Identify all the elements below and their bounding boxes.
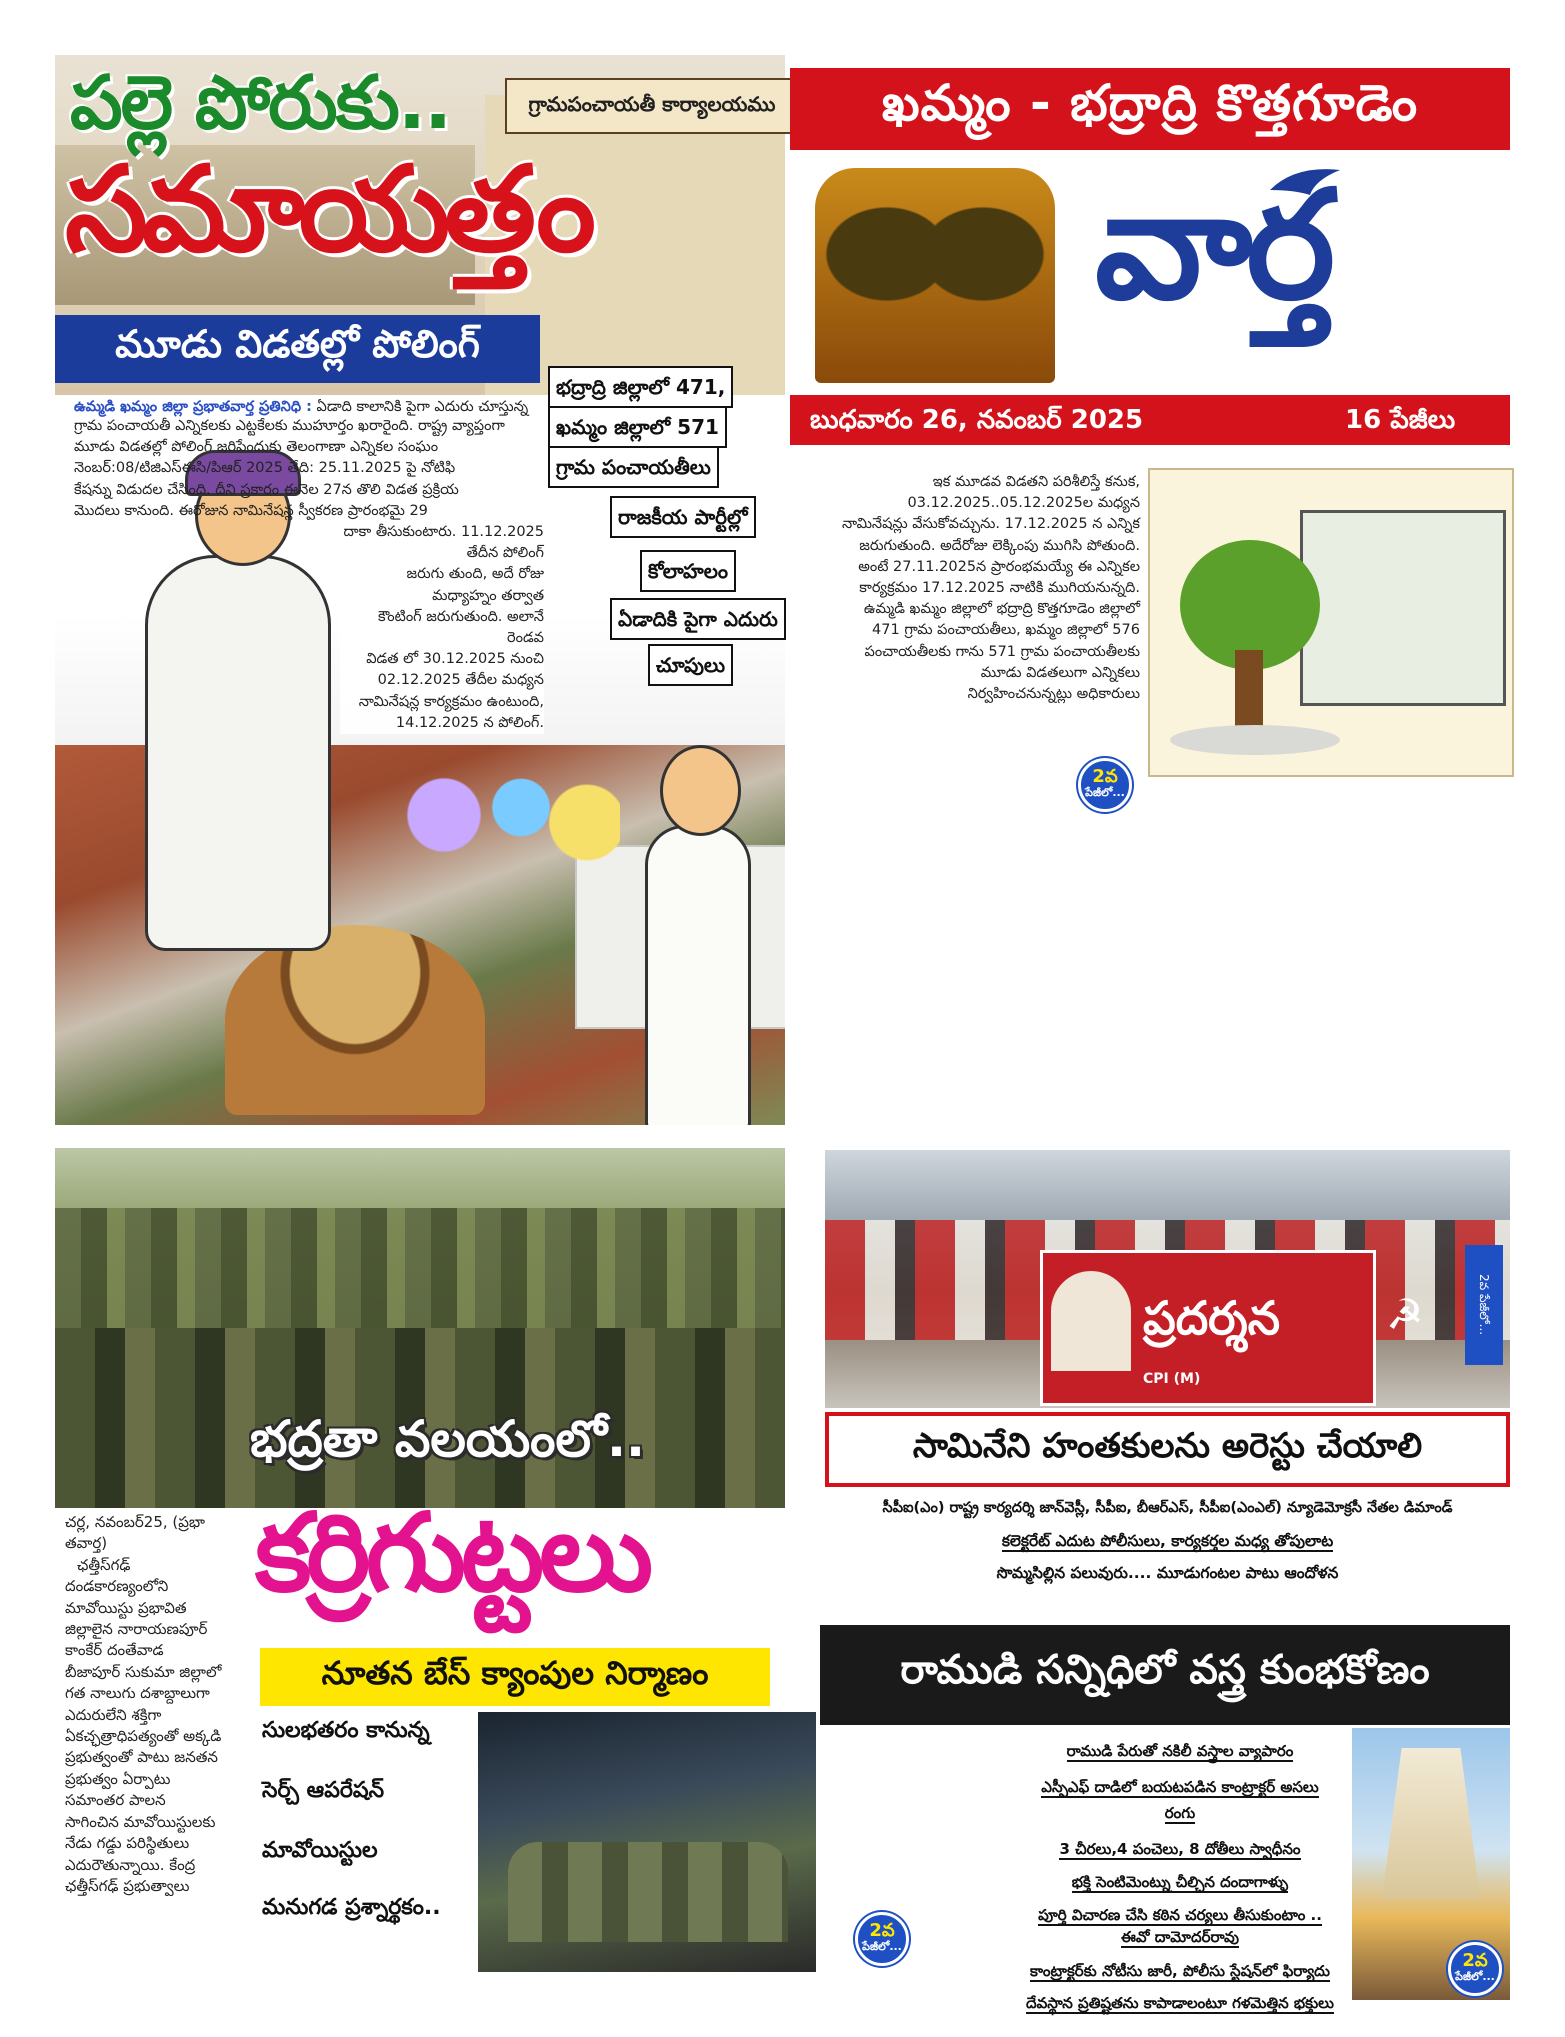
- top-story-kicker: పల్లె పోరుకు..: [70, 60, 451, 146]
- scam-line: [1010, 1804, 1350, 1826]
- top-story-right-column: [790, 472, 1140, 705]
- body-line: నేడు గడ్డు పరిస్థితులు: [65, 1834, 190, 1853]
- scam-line: [1010, 1928, 1350, 1950]
- badge-label: పేజీలో...: [862, 1940, 902, 1953]
- camp-dining-photo: [478, 1712, 816, 1972]
- body-line: ఏకచ్ఛత్రాధిపత్యంతో అక్కడి: [65, 1727, 222, 1746]
- forest-point: సెర్చ్ ఆపరేషన్: [262, 1778, 385, 1803]
- lede-line: మొదలు కానుంది. ఈరోజున నామినేషన్ల స్వీకరణ ప్రారంభమై 29: [74, 502, 428, 519]
- right-line: జరుగుతుంది. అదేరోజు లెక్కింపు ముగిసి పోతుంది.: [859, 537, 1140, 554]
- body-line: కాంకేర్ దంతేవాడ: [65, 1641, 164, 1660]
- body-line: సమాంతర పాలన: [65, 1791, 166, 1810]
- highlight-box: రాజకీయ పార్టీల్లో: [610, 496, 756, 538]
- continued-page-badge[interactable]: [1448, 1942, 1502, 1996]
- forest-point: మనుగడ ప్రశ్నార్థకం..: [262, 1895, 441, 1920]
- scam-line: [1010, 1994, 1350, 2016]
- scam-line-text: కాంట్రాక్టర్‌కు నోటీసు జారీ, పోలీసు స్టేషన్‌లో ఫిర్యాదు: [1030, 1962, 1330, 1980]
- scam-line: [1010, 1962, 1350, 1984]
- body-line: మావోయిస్టు ప్రభావిత: [65, 1598, 187, 1617]
- lede-line: 02.12.2025 తేదీల మధ్యన: [377, 672, 544, 689]
- highlight-box: భద్రాద్రి జిల్లాలో 471,: [548, 366, 733, 408]
- protest-subline: [825, 1500, 1510, 1520]
- badge-number: 2వ: [869, 1920, 895, 1941]
- right-line: పంచాయతీలకు గాను 571 గ్రామ పంచాయతీలకు: [864, 643, 1140, 660]
- body-line: ఛత్తీస్‌గఢ్: [77, 1555, 131, 1574]
- page-count: 16 పేజీలు: [1345, 405, 1456, 435]
- body-line: బీజాపూర్ సుకుమా జిల్లాలో: [65, 1662, 222, 1681]
- body-line: గత నాలుగు దశాబ్దాలుగా: [65, 1684, 210, 1703]
- lede-line: నామినేషన్ల కార్యక్రమం ఉంటుంది,: [358, 693, 544, 710]
- paper-name: వార్త: [1095, 157, 1330, 333]
- forest-story-subhead: నూతన బేస్ క్యాంపుల నిర్మాణం: [260, 1648, 770, 1706]
- scam-line: [1010, 1906, 1350, 1928]
- lede-line: ఏడాది కాలానికి పైగా ఎదురు చూస్తున్న: [316, 399, 529, 415]
- body-line: ఎదురులేని శక్తిగా: [65, 1705, 162, 1724]
- protest-banner-text: ప్రదర్శన: [1143, 1291, 1281, 1345]
- protest-subline: [825, 1564, 1510, 1586]
- protest-photo: [825, 1150, 1510, 1408]
- issue-date: బుధవారం 26, నవంబర్ 2025: [810, 405, 1144, 435]
- side-page-label[interactable]: [1465, 1245, 1503, 1365]
- right-line: మూడు విడతలుగా ఎన్నికలు: [980, 664, 1140, 681]
- forest-story-body: [65, 1512, 245, 1897]
- top-story-subhead: మూడు విడతల్లో పోలింగ్: [55, 315, 540, 383]
- highlight-box: చూపులు: [648, 644, 733, 686]
- highlight-box: ఖమ్మం జిల్లాలో 571: [548, 406, 727, 448]
- scam-line-text: రంగు: [1164, 1804, 1196, 1822]
- lede-line: నెంబర్:08/టిజిఎస్ఈసి/పిఆర్ 2025 తేది: 25.11.2025 పై నోటిఫి: [74, 460, 456, 477]
- protest-subline: [825, 1532, 1510, 1554]
- body-line: ప్రభుత్వం ఏర్పాటు: [65, 1769, 171, 1788]
- body-line: ఎదురౌతున్నాయి. కేంద్ర: [65, 1855, 196, 1874]
- right-line: నామినేషన్లు వేసుకోవచ్చును. 17.12.2025 న ఎన్నిక: [841, 516, 1140, 533]
- scam-line-text: భక్తి సెంటిమెంట్ను చీల్చిన దందాగాళ్ళు: [1071, 1873, 1289, 1891]
- protest-headline: సామినేని హంతకులను అరెస్టు చేయాలి: [829, 1416, 1506, 1483]
- scam-line-text: ఎస్పీఎఫ్ దాడిలో బయటపడిన కాంట్రాక్టర్ అసలు: [1041, 1778, 1319, 1796]
- scam-line: [1010, 1840, 1350, 1862]
- dateline: చర్ల, నవంబర్25, (ప్రభా తవార్త): [65, 1513, 205, 1553]
- side-page-label-text: 2వ పేజీలో...: [1477, 1274, 1491, 1336]
- highlight-box: కోలాహలం: [640, 550, 736, 592]
- scam-line-text: ఈవో దామోదర్‌రావు: [1120, 1928, 1240, 1946]
- scam-line: [1010, 1873, 1350, 1895]
- right-line: కార్యక్రమం 17.12.2025 నాటికి ముగియనున్నది.: [859, 580, 1140, 597]
- body-line: ప్రభుత్వంతో పాటు జనతన: [65, 1748, 218, 1767]
- badge-number: 2వ: [1092, 766, 1118, 787]
- lede-line: దాకా తీసుకుంటారు. 11.12.2025 తేదీన పోలింగ్: [343, 524, 544, 562]
- scam-line: [1010, 1778, 1350, 1800]
- protest-headline-frame: [825, 1412, 1510, 1487]
- continued-page-badge[interactable]: [855, 1912, 909, 1966]
- lede-line: విడత లో 30.12.2025 నుంచి: [366, 651, 544, 668]
- protest-subline-text: సొమ్మసిల్లిన పలువురు.... మూడుగంటల పాటు ఆందోళన: [996, 1564, 1339, 1582]
- top-story-headline: సమాయత్తం: [65, 140, 590, 278]
- protest-subline-text: కలెక్టరేట్ ఎదుట పోలీసులు, కార్యకర్తల మధ్య తోపులాట: [1001, 1532, 1334, 1550]
- panchayat-office-sign: గ్రామపంచాయతీ కార్యాలయము: [505, 78, 799, 134]
- lede-line: జరుగు తుంది, అదే రోజు మధ్యాహ్నం తర్వాత: [406, 566, 544, 604]
- body-line: సాగించిన మావోయిస్టులకు: [65, 1812, 216, 1831]
- scam-line-text: రాముడి పేరుతో నకిలీ వస్త్రాల వ్యాపారం: [1066, 1742, 1294, 1760]
- badge-label: పేజీలో...: [1455, 1970, 1495, 1983]
- byline: ఉమ్మడి ఖమ్మం జిల్లా ప్రభాతవార్త ప్రతినిధి :: [74, 399, 312, 415]
- right-line: ఉమ్మడి ఖమ్మం జిల్లాలో భద్రాద్రి కొత్తగూడెం జిల్లాలో: [863, 601, 1140, 618]
- right-line: 03.12.2025..05.12.2025ల మధ్యన: [907, 495, 1140, 512]
- lede-column: [74, 416, 544, 522]
- protest-banner-footer: CPI (M): [1143, 1371, 1201, 1387]
- temple-deity-image: [815, 168, 1055, 383]
- lede-line: గ్రామ పంచాయతీ ఎన్నికలకు ఎట్టకేలకు ముహూర్తం ఖరారైంది. రాష్ట్ర వ్యాప్తంగా: [74, 418, 505, 434]
- body-line: జిల్లాలైన నారాయణపూర్: [65, 1620, 208, 1639]
- scam-line-text: 3 చీరలు,4 పంచెలు, 8 దోతీలు స్వాధీనం: [1059, 1840, 1301, 1858]
- right-line: అంటే 27.11.2025న ప్రారంభమయ్యే ఈ ఎన్నికల: [858, 558, 1140, 575]
- scam-headline: రాముడి సన్నిధిలో వస్త్ర కుంభకోణం: [820, 1625, 1510, 1725]
- panchayat-illustration: [1148, 468, 1514, 777]
- lede-line: కౌంటింగ్ జరుగుతుంది. అలానే రెండవ: [378, 608, 544, 647]
- edition-banner: ఖమ్మం - భద్రాద్రి కొత్తగూడెం: [790, 68, 1510, 150]
- protest-subline-text: సీపీఐ(ఎం) రాష్ట్ర కార్యదర్శి జాన్‌వెస్లీ, సీపీఐ, బీఆర్‌ఎస్, సీపీఐ(ఎంఎల్) న్యూడెమోక్రసీ నేతల డిమాండ్: [882, 1500, 1453, 1516]
- highlight-box: గ్రామ పంచాయతీలు: [548, 446, 719, 488]
- forest-point: మావోయిస్టుల: [262, 1838, 378, 1863]
- protest-banner: [1040, 1250, 1376, 1406]
- forest-point: సులభతరం కానున్న: [262, 1718, 430, 1743]
- lede-line: కేషన్ను విడుదల చేసింది. దీని ప్రకారం ఈనెల 27న తొలి విడత ప్రక్రియ: [74, 481, 459, 498]
- forest-story-headline: కర్రిగుట్టలు: [255, 1491, 649, 1616]
- scam-line: [1010, 1742, 1350, 1764]
- lede-line: 14.12.2025 న పోలింగ్.: [395, 714, 544, 731]
- forest-story-kicker: భద్రతా వలయంలో..: [250, 1410, 645, 1468]
- date-bar: [790, 395, 1510, 445]
- right-line: ఇక మూడవ విడతని పరిశీలిస్తే కనుక,: [932, 474, 1140, 490]
- lede-line: మూడు విడతల్లో పోలింగ్ జరిపేందుకు తెలంగాణా ఎన్నికల సంఘం: [74, 439, 439, 456]
- badge-label: పేజీలో...: [1085, 786, 1125, 799]
- continued-page-badge[interactable]: [1078, 758, 1132, 812]
- hammer-sickle-icon: ☭: [1386, 1290, 1424, 1339]
- scam-line-text: పూర్తి విచారణ చేసి కఠిన చర్యలు తీసుకుంటాం ..: [1038, 1906, 1322, 1924]
- highlight-box: ఏడాదికి పైగా ఎదురు: [610, 598, 786, 640]
- right-line: నిర్వహించనున్నట్లు అధికారులు: [967, 686, 1140, 703]
- lede-column-indented: [340, 522, 544, 734]
- body-line: ఛత్తీస్‌గఢ్ ప్రభుత్వాలు: [65, 1876, 190, 1895]
- body-line: దండకారణ్యంలోని: [65, 1577, 169, 1596]
- badge-number: 2వ: [1462, 1950, 1488, 1971]
- right-line: 471 గ్రామ పంచాయతీలు, ఖమ్మం జిల్లాలో 576: [872, 622, 1140, 639]
- scam-line-text: దేవస్థాన ప్రతిష్టతను కాపాడాలంటూ గళమెత్తిన భక్తులు: [1026, 1994, 1334, 2012]
